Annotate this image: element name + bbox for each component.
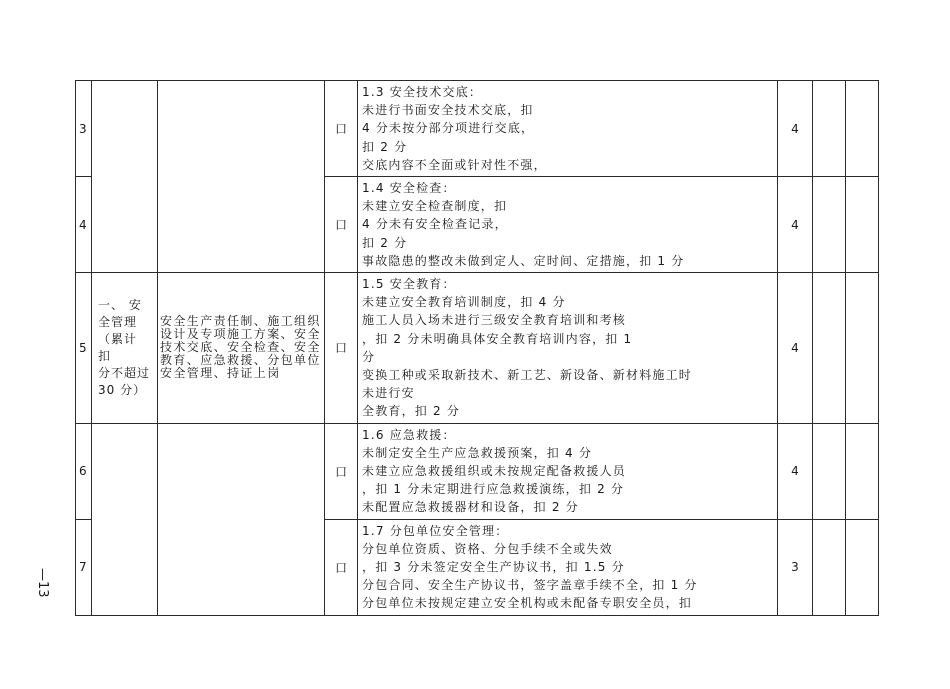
criteria-title: 1.3 安全技术交底： — [362, 85, 483, 99]
row-number: 5 — [76, 273, 92, 424]
table-row — [76, 423, 880, 519]
category-line: 全管理 — [98, 314, 138, 329]
spacer — [879, 423, 880, 519]
row-number: 6 — [76, 423, 92, 519]
criteria-line: 未配置应急救援器材和设备，扣 2 分 — [362, 500, 579, 515]
score-cell: 4 — [778, 273, 813, 424]
page-number: —13 — [35, 568, 50, 598]
category-cell-empty — [92, 423, 158, 615]
category-line: （累计 — [98, 331, 138, 346]
criteria-line: 4 分未有安全检查记录， — [362, 217, 508, 232]
row-number: 4 — [76, 177, 92, 273]
criteria-line: 未建立安全教育培训制度，扣 4 分 — [362, 295, 566, 310]
criteria-line: ，扣 1 分未定期进行应急救援演练，扣 2 分 — [362, 482, 625, 497]
criteria-line: 分包合同、安全生产协议书，签字盖章手续不全，扣 1 分 — [362, 578, 698, 593]
criteria-line: ，扣 3 分未签定安全生产协议书，扣 1.5 分 — [362, 560, 625, 575]
criteria-cell — [358, 273, 778, 424]
criteria-line: 变换工种或采取新技术、新工艺、新设备、新材料施工时 — [362, 368, 693, 383]
criteria-title: 1.4 安全检查： — [362, 181, 456, 196]
checkbox[interactable]: 口 — [325, 423, 358, 519]
criteria-line: 未进行书面安全技术交底，扣 — [362, 103, 534, 118]
inspection-table — [75, 80, 880, 616]
table-row — [76, 273, 880, 424]
criteria-line: ，扣 2 分未明确具体安全教育培训内容，扣 1 — [362, 331, 633, 346]
blank-cell[interactable] — [846, 423, 879, 519]
blank-cell[interactable] — [846, 273, 879, 424]
criteria-line: 扣 2 分 — [362, 139, 408, 154]
criteria-line: 施工人员入场未进行三级安全教育培训和考核 — [362, 313, 627, 328]
criteria-line: 扣 2 分 — [362, 235, 408, 250]
criteria-line: 未建立应急救援组织或未按规定配备救援人员 — [362, 464, 627, 479]
row-number: 3 — [76, 81, 92, 177]
category-line: 30 分） — [98, 382, 147, 397]
scope-cell-empty — [158, 81, 325, 273]
score-cell: 4 — [778, 423, 813, 519]
criteria-title: 1.5 安全教育： — [362, 277, 456, 292]
checkbox[interactable]: 口 — [325, 273, 358, 424]
criteria-line: 未建立安全检查制度，扣 — [362, 199, 508, 214]
criteria-line: 事故隐患的整改未做到定人、定时间、定措施，扣 1 分 — [362, 253, 685, 268]
spacer — [879, 519, 880, 615]
criteria-cell — [358, 519, 778, 615]
criteria-line: 分包单位资质、资格、分包手续不全或失效 — [362, 541, 613, 556]
spacer — [879, 273, 880, 424]
criteria-line: 分 — [362, 349, 376, 364]
spacer — [879, 177, 880, 273]
criteria-line: 未制定安全生产应急救援预案，扣 4 分 — [362, 445, 593, 460]
criteria-line: 4 分未按分部分项进行交底， — [362, 121, 535, 136]
category-cell — [92, 273, 158, 424]
criteria-line: 全教育，扣 2 分 — [362, 404, 461, 419]
blank-cell[interactable] — [813, 273, 846, 424]
category-line: 一、 安 — [98, 297, 142, 312]
score-cell: 3 — [778, 519, 813, 615]
blank-cell[interactable] — [846, 519, 879, 615]
checkbox[interactable]: 口 — [325, 177, 358, 273]
category-cell-empty — [92, 81, 158, 273]
category-line: 扣 — [98, 348, 112, 363]
criteria-cell — [358, 423, 778, 519]
criteria-cell — [358, 177, 778, 273]
blank-cell[interactable] — [846, 177, 879, 273]
scope-cell: 安全生产责任制、施工组织设计及专项施工方案、安全技术交底、安全检查、安全教育、应急救援、分包单位安全管理、持证上岗 — [158, 273, 325, 424]
score-cell: 4 — [778, 81, 813, 177]
criteria-line: 未进行安 — [362, 386, 415, 401]
blank-cell[interactable] — [846, 81, 879, 177]
blank-cell[interactable] — [813, 423, 846, 519]
checkbox[interactable]: 口 — [325, 519, 358, 615]
score-cell: 4 — [778, 177, 813, 273]
checkbox[interactable]: 口 — [325, 81, 358, 177]
criteria-line: 分包单位未按规定建立安全机构或未配备专职安全员，扣 — [362, 596, 693, 611]
blank-cell[interactable] — [813, 519, 846, 615]
table-row — [76, 81, 880, 177]
criteria-title: 1.7 分包单位安全管理： — [362, 523, 509, 538]
category-line: 分不超过 — [98, 365, 151, 380]
spacer — [879, 81, 880, 177]
criteria-cell — [358, 81, 778, 177]
scope-cell-empty — [158, 423, 325, 615]
criteria-title: 1.6 应急救援： — [362, 427, 456, 442]
blank-cell[interactable] — [813, 81, 846, 177]
criteria-line: 交底内容不全面或针对性不强， — [362, 157, 547, 172]
row-number: 7 — [76, 519, 92, 615]
blank-cell[interactable] — [813, 177, 846, 273]
